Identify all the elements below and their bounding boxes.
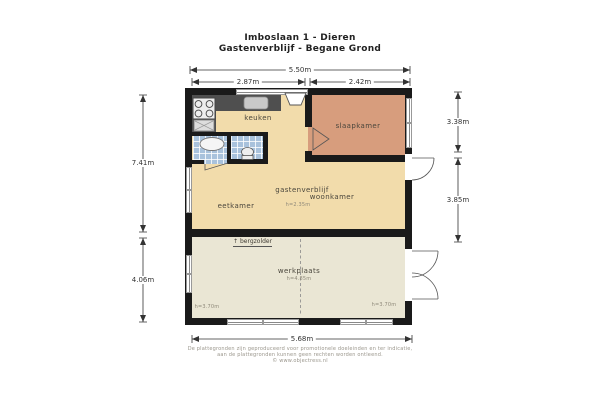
bathtub-icon xyxy=(200,138,224,151)
stove-icon xyxy=(193,98,215,119)
dim-left-lower: 4.06m xyxy=(129,276,157,284)
room-label-werkplaats: werkplaats xyxy=(277,267,321,275)
room-label-slaapkamer: slaapkamer xyxy=(335,122,381,130)
appliance-icon xyxy=(194,120,214,131)
door-swing-entry xyxy=(412,158,434,180)
plan-subtitle: Gastenverblijf - Begane Grond xyxy=(218,44,382,54)
up-arrow-icon: ↑ xyxy=(233,238,239,245)
height-label-corner-right: h=3.70m xyxy=(371,302,397,308)
toilet-icon xyxy=(242,148,254,160)
dim-left-upper: 7.41m xyxy=(129,159,157,167)
dim-right-lower: 3.85m xyxy=(444,196,472,204)
disclaimer-line3: © www.objectress.nl xyxy=(272,358,328,364)
dim-top-left: 2.87m xyxy=(234,78,262,86)
room-label-woonkamer: woonkamer xyxy=(309,193,355,201)
plan-title: Imboslaan 1 - Dieren xyxy=(244,33,356,43)
door-swing-bathroom xyxy=(205,163,228,170)
bergzolder-label xyxy=(233,238,272,247)
room-label-gastenverblijf: gastenverblijf xyxy=(275,186,329,194)
disclaimer-line2: aan de plattegronden kunnen geen rechten worden ontleend. xyxy=(217,352,383,358)
room-label-eetkamer: eetkamer xyxy=(217,202,255,210)
height-label-werkplaats: h=4.85m xyxy=(286,276,312,282)
disclaimer-line1: De plattegronden zijn geproduceerd voor promotionele doeleinden en ter indicatie, xyxy=(187,346,413,352)
door-swing-slaapkamer xyxy=(313,128,329,150)
kitchen-sink-icon xyxy=(244,97,268,109)
height-label-woonkamer: h=2.35m xyxy=(285,202,311,208)
washbasin-icon xyxy=(285,93,306,105)
bergzolder-text: bergzolder xyxy=(239,238,273,245)
dim-bottom: 5.68m xyxy=(288,335,316,343)
room-label-keuken: keuken xyxy=(244,114,272,122)
dim-right-upper: 3.38m xyxy=(444,118,472,126)
dim-top-total: 5.50m xyxy=(286,66,314,74)
height-label-corner-left: h=3.70m xyxy=(194,304,220,310)
dim-top-right: 2.42m xyxy=(346,78,374,86)
